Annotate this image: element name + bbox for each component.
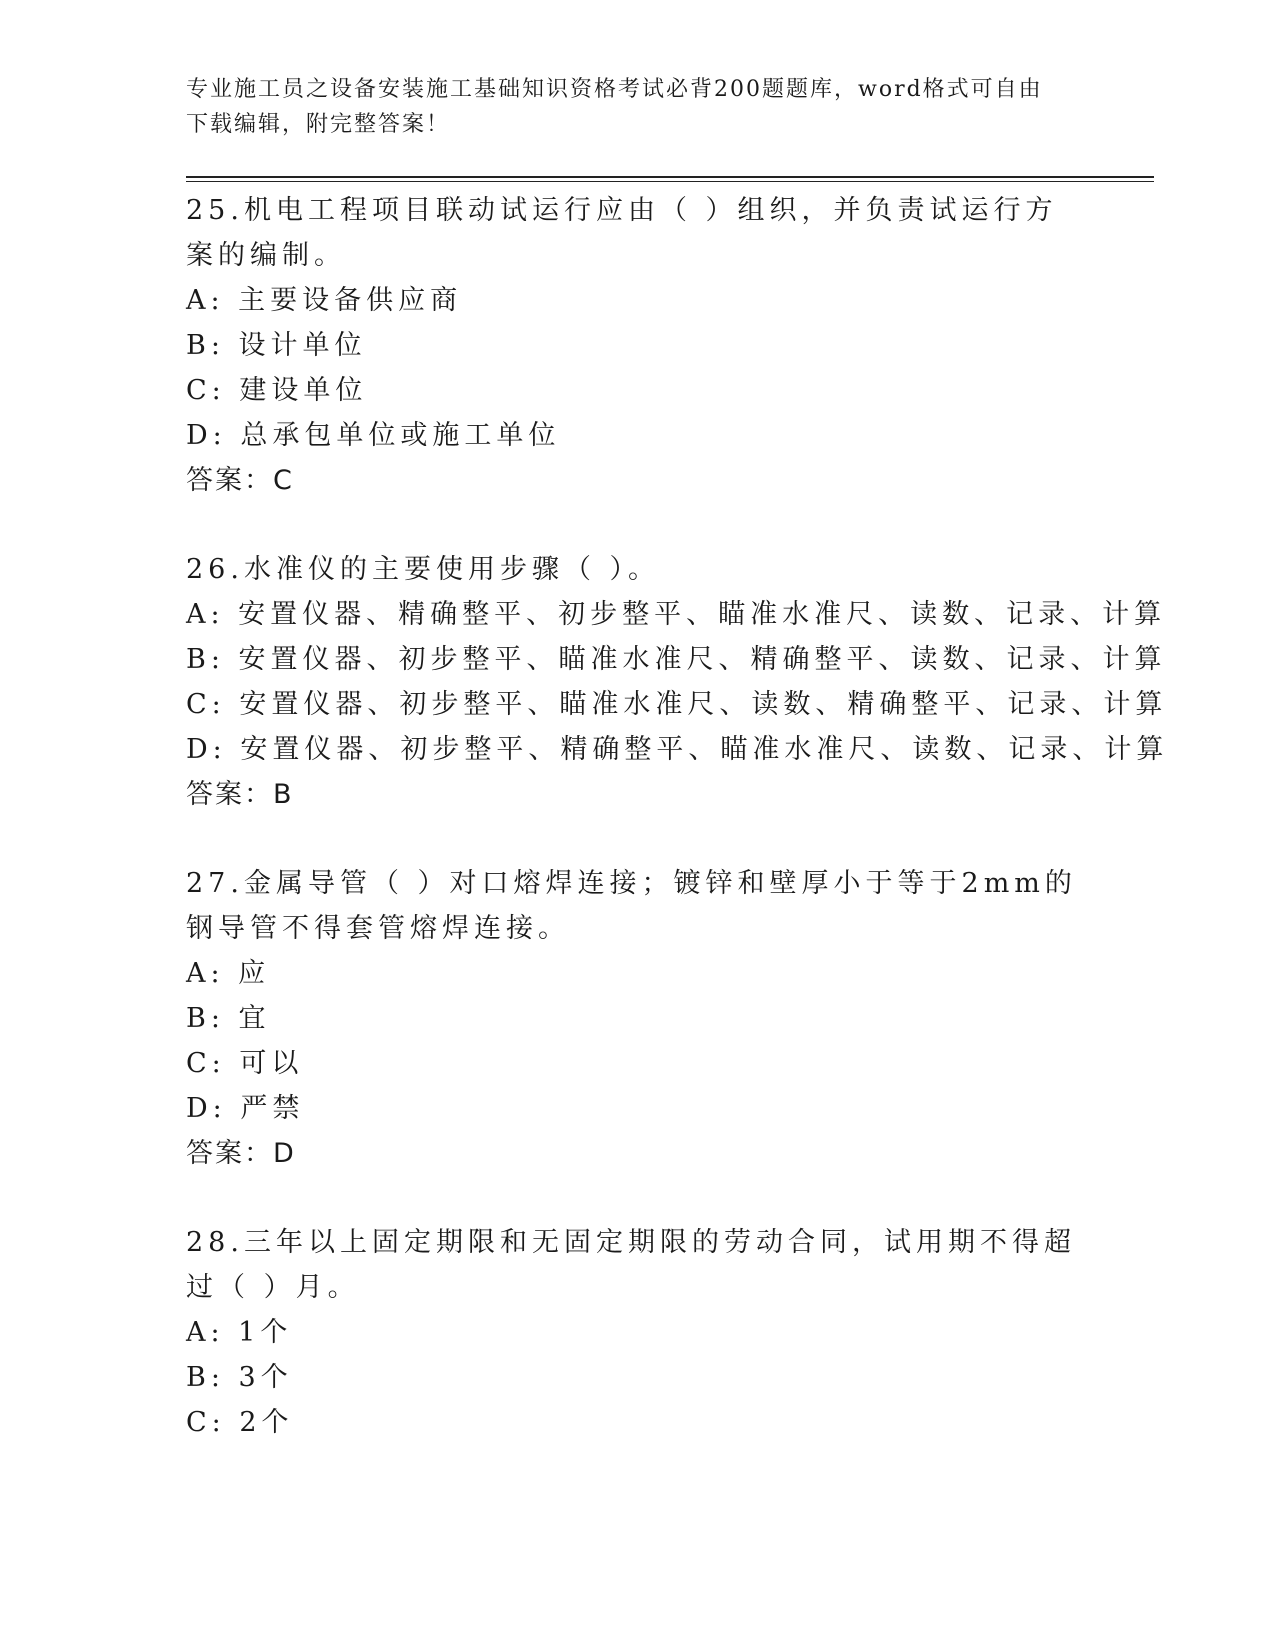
answer: 答案：C — [186, 465, 294, 496]
option-c: C: 安置仪器、初步整平、瞄准水准尺、读数、精确整平、记录、计算 — [186, 689, 1168, 720]
option-c: C: 2个 — [186, 1407, 294, 1438]
option-a: A: 应 — [186, 958, 271, 989]
question-28 — [186, 1220, 1086, 1445]
option-a: A: 1个 — [186, 1317, 293, 1348]
option-b: B: 安置仪器、初步整平、瞄准水准尺、精确整平、读数、记录、计算 — [186, 644, 1167, 675]
answer: 答案：B — [186, 779, 294, 810]
option-d: D: 总承包单位或施工单位 — [186, 420, 561, 451]
document-header: 专业施工员之设备安装施工基础知识资格考试必背200题题库，word格式可自由下载编辑，附完整答案！ — [186, 77, 1043, 137]
question-26 — [186, 547, 1169, 817]
option-b: B: 宜 — [186, 1003, 271, 1034]
header-divider-thin — [186, 181, 1154, 182]
question-25 — [186, 188, 1086, 503]
header-divider — [186, 176, 1154, 178]
option-c: C: 建设单位 — [186, 375, 368, 406]
option-d: D: 安置仪器、初步整平、精确整平、瞄准水准尺、读数、记录、计算 — [186, 734, 1169, 765]
question-stem: 28.三年以上固定期限和无固定期限的劳动合同，试用期不得超过（ ）月。 — [186, 1227, 1076, 1303]
answer: 答案：D — [186, 1138, 296, 1169]
option-d: D: 严禁 — [186, 1093, 305, 1124]
question-stem: 25.机电工程项目联动试运行应由（ ）组织，并负责试运行方案的编制。 — [186, 195, 1058, 271]
option-c: C: 可以 — [186, 1048, 304, 1079]
question-list — [186, 188, 1169, 1489]
option-a: A: 安置仪器、精确整平、初步整平、瞄准水准尺、读数、记录、计算 — [186, 599, 1167, 630]
question-27 — [186, 861, 1086, 1176]
question-stem: 27.金属导管（ ）对口熔焊连接；镀锌和壁厚小于等于2mm的钢导管不得套管熔焊连接。 — [186, 868, 1077, 944]
option-a: A: 主要设备供应商 — [186, 285, 463, 316]
option-b: B: 3个 — [186, 1362, 293, 1393]
question-stem: 26.水准仪的主要使用步骤（ ）。 — [186, 554, 661, 585]
option-b: B: 设计单位 — [186, 330, 367, 361]
